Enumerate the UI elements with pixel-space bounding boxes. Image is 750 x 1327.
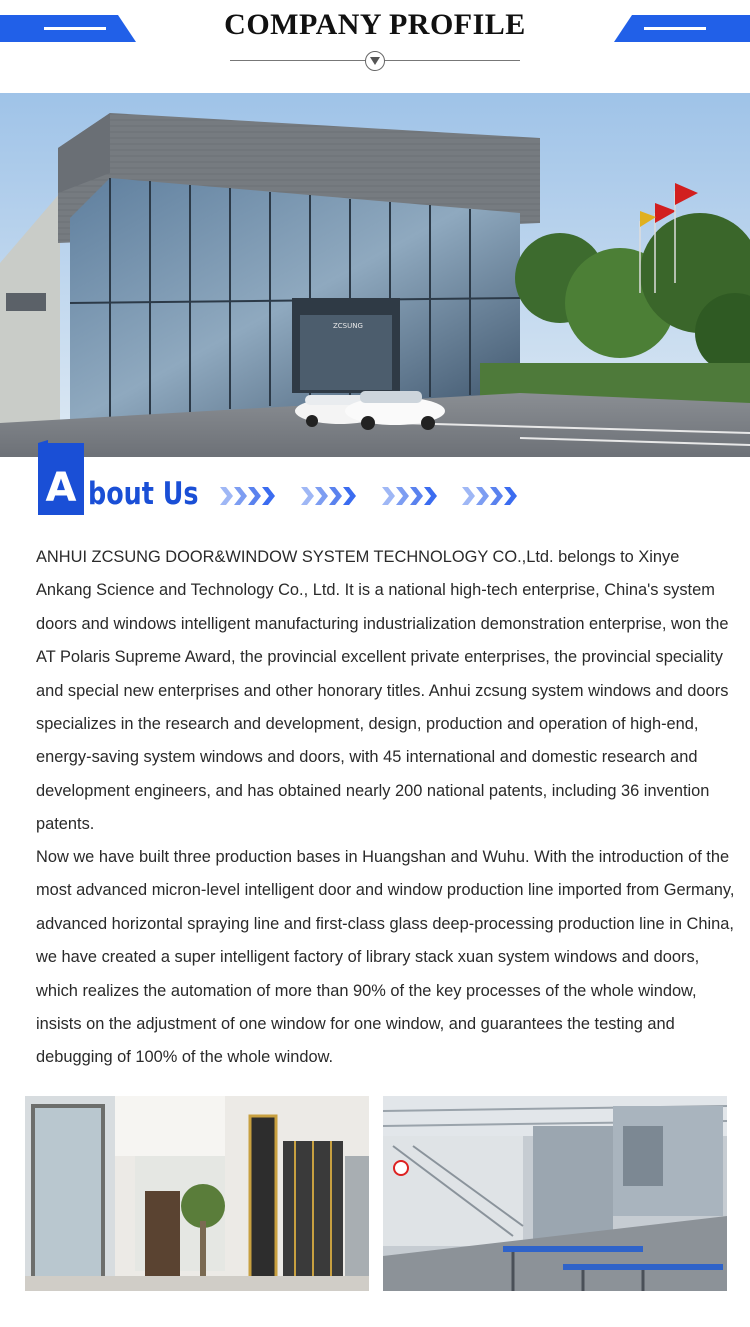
chevron-down-icon [365, 51, 385, 71]
factory-production-line-photo [383, 1096, 727, 1291]
production-bases-paragraph: Now we have built three production bases in Huangshan and Wuhu. With the introduction of the most advanced micron-level intelligent door and window production line imported from Germany, advanced horizontal spraying line and first-class glass deep-processing production line in China, we have created a super intelligent factory of library stack xuan system windows and doors, which realizes the automation of more than 90% of the key processes of the whole window, insists on the adjustment of one window for one window, and guarantees the testing and debugging of 100% of the whole window. [36, 848, 735, 1067]
triple-chevron-right-icon [220, 487, 276, 510]
interior-window-photo [25, 1096, 369, 1291]
about-us-heading [0, 440, 750, 520]
triple-chevron-right-icon [462, 487, 518, 510]
company-description-paragraph: ANHUI ZCSUNG DOOR&WINDOW SYSTEM TECHNOLOGY CO.,Ltd. belongs to Xinye Ankang Science and Technology Co., Ltd. It is a national high-tech enterprise, China's system doors and windows intelligent manufacturing industrialization demonstration enterprise, won the AT Polaris Supreme Award, the provincial excellent private enterprises, the provincial speciality and special new enterprises and other honorary titles. Anhui zcsung system windows and doors specializes in the research and development, design, production and operation of high-end, energy-saving system windows and doors, with 45 international and domestic research and development engineers, and has obtained nearly 200 national patents, including 36 invention patents. [36, 548, 729, 834]
about-us-title: bout Us [88, 476, 199, 512]
hero-sign: ZCSUNG [333, 322, 363, 330]
page-title: COMPANY PROFILE [224, 8, 526, 41]
ribbon-right-icon [614, 15, 750, 42]
about-us-initial: A [45, 465, 77, 511]
building-photo [0, 93, 750, 457]
triple-chevron-right-icon [301, 487, 357, 510]
page-header [0, 0, 750, 92]
triple-chevron-right-icon [382, 487, 438, 510]
